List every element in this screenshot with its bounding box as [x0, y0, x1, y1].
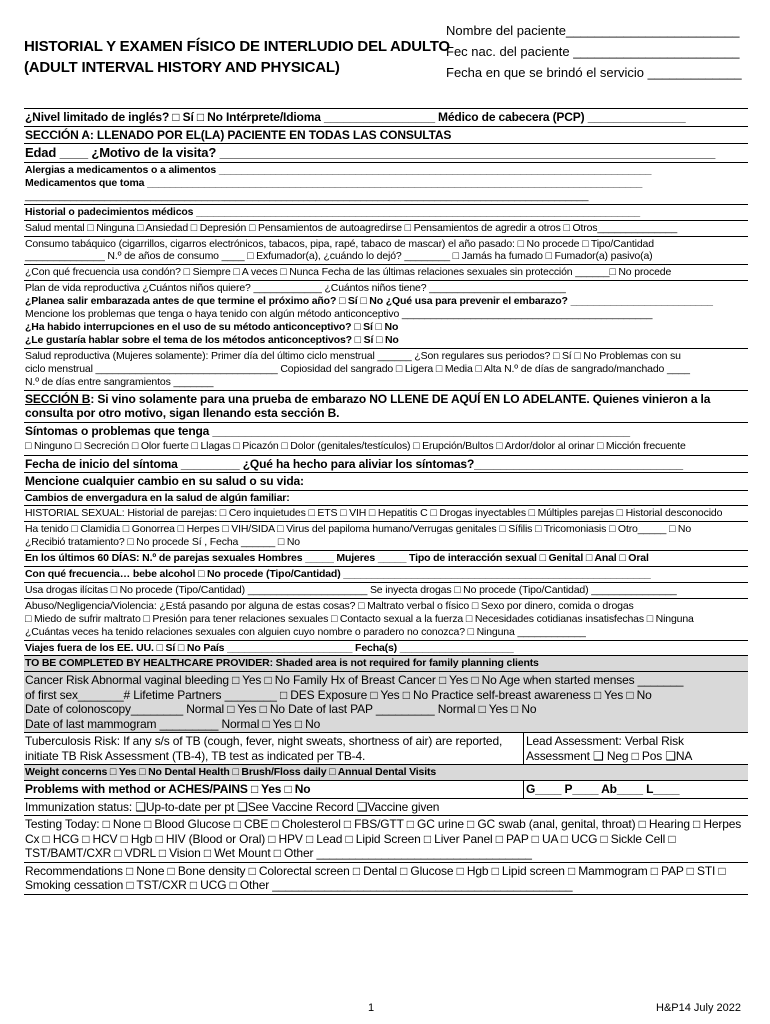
- health-changes-row[interactable]: Mencione cualquier cambio en su salud o su vida:: [24, 473, 748, 491]
- abuse-line-1: Abuso/Negligencia/Violencia: ¿Está pasando por alguna de estas cosas? □ Maltrato verbal o físico □ Sexo por dinero, comida o drogas: [25, 599, 634, 612]
- cancer-risk-line-2: of first sex_______# Lifetime Partners ________ □ DES Exposure □ Yes □ No Practice self-breast awareness □ Yes □ No: [25, 687, 652, 702]
- form-title: [24, 36, 450, 78]
- lead-assessment-cell[interactable]: Lead Assessment: Verbal Risk Assessment ❑ Neg □ Pos ❑NA: [526, 734, 693, 763]
- tobacco-line-2: ______________ N.º de años de consumo ____ □ Exfumador(a), ¿cuándo lo dejó? ________ □ Jamás ha fumado □ Fumador(a) pasivo(a): [25, 250, 653, 263]
- provider-section-header: TO BE COMPLETED BY HEALTHCARE PROVIDER: Shaded area is not required for family planning clients: [24, 656, 748, 672]
- age-reason-row[interactable]: Edad ____ ¿Motivo de la visita? ______________________________________________________________________: [24, 144, 748, 163]
- section-b-header: SECCIÓN B: Si vino solamente para una prueba de embarazo NO LLENE DE AQUÍ EN LO ADELANTE. Quienes vinieron a la consulta por otro motivo, sigan llenando esta sección B.: [24, 391, 748, 423]
- page-number: 1: [368, 1002, 375, 1014]
- tobacco-line-1: Consumo tabáquico (cigarrillos, cigarros electrónicos, tabacos, pipa, rapé, tabaco de mascar) el año pasado: □ No procede □ Tipo/Cantidad: [25, 237, 654, 250]
- symptoms-block[interactable]: [24, 423, 748, 456]
- allergies-line: Alergias a medicamentos o a alimentos ____________________________________________________________________________: [25, 164, 652, 176]
- reproductive-plan-line-2: ¿Planea salir embarazada antes de que termine el próximo año? □ Sí □ No ¿Qué usa para prevenir el embarazo? _________________________: [25, 295, 713, 308]
- reproductive-plan-line-4: ¿Ha habido interrupciones en el uso de su método anticonceptivo? □ Sí □ No: [25, 320, 399, 333]
- cancer-risk-line-4: Date of last mammogram _________ Normal □ Yes □ No: [25, 716, 321, 731]
- alcohol-row[interactable]: Con qué frecuencia… bebe alcohol □ No procede (Tipo/Cantidad) ______________________________________________________: [24, 567, 748, 583]
- cancer-risk-line-1: Cancer Risk Abnormal vaginal bleeding □ Yes □ No Family Hx of Breast Cancer □ Yes □ No Age when started menses _______: [25, 673, 684, 688]
- medications-extra-line: ___________________________________________________________________________________________________: [25, 189, 589, 202]
- condom-row[interactable]: ¿Con qué frecuencia usa condón? □ Siempre □ A veces □ Nunca Fecha de las últimas relaciones sexuales sin protección ______□ No procede: [24, 265, 748, 281]
- patient-name-field[interactable]: Nombre del paciente________________________: [446, 23, 740, 38]
- recommendations-row[interactable]: Recommendations □ None □ Bone density □ Colorectal screen □ Dental □ Glucose □ Hgb □ Lipid screen □ Mammogram □ PAP □ STI □ Smoking cessation □ TST/CXR □ UCG □ Other ______________________________________________: [24, 863, 748, 895]
- tb-lead-row: [24, 733, 748, 765]
- title-spanish: HISTORIAL Y EXAMEN FÍSICO DE INTERLUDIO DEL ADULTO: [24, 38, 450, 55]
- reproductive-plan-line-3: Mencione los problemas que tenga o haya tenido con algún método anticonceptivo ____________________________________________: [25, 308, 653, 321]
- testing-today-row[interactable]: Testing Today: □ None □ Blood Glucose □ CBE □ Cholesterol □ FBS/GTT □ GC urine □ GC swab (anal, genital, throat) □ Hearing □ Herpes Cx □ HCG □ HCV □ Hgb □ HIV (Blood or Oral) □ HPV □ Lead □ Lipid Screen □ Liver Panel □ PAP □ UA □ UCG □ Sickle Cell □ TST/BAMT/CXR □ VDRL □ Vision □ Wet Mount □ Other _________________________________: [24, 816, 748, 863]
- symptoms-options: □ Ninguno □ Secreción □ Olor fuerte □ Llagas □ Picazón □ Dolor (genitales/testículos) □ Erupción/Bultos □ Ardor/dolor al orinar □ Micción frecuente: [25, 440, 686, 452]
- family-health-changes-row[interactable]: Cambios de envergadura en la salud de algún familiar:: [24, 491, 748, 507]
- reproductive-health-line-2: ciclo menstrual ________________________________ Copiosidad del sangrado □ Ligera □ Media □ Alta N.º de días de sangrado/manchado ____: [25, 362, 690, 375]
- std-history-block[interactable]: [24, 522, 748, 551]
- reproductive-plan-line-1: Plan de vida reproductiva ¿Cuántos niños quiere? ____________ ¿Cuántos niños tiene? ________________________: [25, 282, 566, 295]
- medical-history-row[interactable]: Historial o padecimientos médicos ______________________________________________________________________________: [24, 205, 748, 221]
- gpal-cell[interactable]: G____ P____ Ab____ L____: [526, 782, 680, 797]
- allergies-meds-block[interactable]: [24, 163, 748, 205]
- section-b-label: SECCIÓN B: [25, 391, 91, 406]
- cancer-risk-block[interactable]: [24, 672, 748, 733]
- title-english: (ADULT INTERVAL HISTORY AND PHYSICAL): [24, 59, 340, 76]
- abuse-line-3: ¿Cuántas veces ha tenido relaciones sexuales con alguien cuyo nombre o paradero no conozca? □ Ninguna ____________: [25, 625, 586, 638]
- cancer-risk-line-3: Date of colonoscopy________ Normal □ Yes □ No Date of last PAP _________ Normal □ Yes □ No: [25, 702, 537, 717]
- abuse-line-2: □ Miedo de sufrir maltrato □ Presión para tener relaciones sexuales □ Contacto sexual a la fuerza □ Necesidades cotidianas insatisfechas □ Ninguna: [25, 612, 694, 625]
- mental-health-row[interactable]: Salud mental □ Ninguna □ Ansiedad □ Depresión □ Pensamientos de autoagredirse □ Pensamientos de agredir a otros □ Otros______________: [24, 221, 748, 237]
- partners-60-days-row[interactable]: En los últimos 60 DÍAS: N.º de parejas sexuales Hombres _____ Mujeres _____ Tipo de interacción sexual □ Genital □ Anal □ Oral: [24, 551, 748, 567]
- weight-dental-row[interactable]: Weight concerns □ Yes □ No Dental Health □ Brush/Floss daily □ Annual Dental Visits: [24, 765, 748, 781]
- drugs-row[interactable]: Usa drogas ilícitas □ No procede (Tipo/Cantidad) _____________________ Se inyecta drogas □ No procede (Tipo/Cantidad) _______________: [24, 583, 748, 599]
- medications-line: Medicamentos que toma _______________________________________________________________________________________: [25, 176, 643, 189]
- reproductive-health-line-3: N.º de días entre sangramientos _______: [25, 375, 214, 388]
- travel-row[interactable]: Viajes fuera de los EE. UU. □ Sí □ No País ______________________ Fecha(s) ____________________: [24, 641, 748, 657]
- form-code: H&P14 July 2022: [656, 1002, 741, 1014]
- std-history-line: Ha tenido □ Clamidia □ Gonorrea □ Herpes □ VIH/SIDA □ Virus del papiloma humano/Verrugas genitales □ Sífilis □ Tricomoniasis □ Otro_____ □ No: [25, 523, 692, 536]
- tobacco-block[interactable]: [24, 237, 748, 266]
- section-a-header: SECCIÓN A: LLENADO POR EL(LA) PACIENTE EN TODAS LAS CONSULTAS: [24, 127, 748, 145]
- treatment-line: ¿Recibió tratamiento? □ No procede Sí , Fecha ______ □ No: [25, 536, 300, 549]
- abuse-block[interactable]: [24, 599, 748, 641]
- reproductive-health-line-1: Salud reproductiva (Mujeres solamente): Primer día del último ciclo menstrual ______ ¿Son regulares sus periodos? □ Sí □ No Problemas con su: [25, 349, 681, 362]
- patient-dob-field[interactable]: Fec nac. del paciente _______________________: [446, 44, 740, 59]
- form-body: [24, 108, 748, 895]
- language-row[interactable]: ¿Nivel limitado de inglés? □ Sí □ No Intérprete/Idioma _________________ Médico de cabecera (PCP) _______________: [24, 108, 748, 127]
- sexual-history-row[interactable]: HISTORIAL SEXUAL: Historial de parejas: □ Cero inquietudes □ ETS □ VIH □ Hepatitis C □ Drogas inyectables □ Múltiples parejas □ Historial desconocido: [24, 506, 748, 522]
- reproductive-plan-block[interactable]: [24, 281, 748, 349]
- aches-gpal-row: [24, 781, 748, 799]
- aches-pains-cell[interactable]: Problems with method or ACHES/PAINS □ Yes □ No: [24, 781, 524, 798]
- symptom-onset-row[interactable]: Fecha de inicio del síntoma _________ ¿Qué ha hecho para aliviar los síntomas?________________________________: [24, 456, 748, 474]
- tb-risk-cell[interactable]: Tuberculosis Risk: If any s/s of TB (cough, fever, night sweats, shortness of air) are reported, initiate TB Risk Assessment (TB-4), TB test as indicated per TB-4.: [24, 733, 524, 764]
- patient-info: [446, 20, 742, 83]
- reproductive-health-block[interactable]: [24, 349, 748, 391]
- service-date-field[interactable]: Fecha en que se brindó el servicio _____________: [446, 65, 742, 80]
- reproductive-plan-line-5: ¿Le gustaría hablar sobre el tema de los métodos anticonceptivos? □ Sí □ No: [25, 333, 399, 346]
- immunization-row[interactable]: Immunization status: ❑Up-to-date per pt ❑See Vaccine Record ❑Vaccine given: [24, 799, 748, 817]
- symptoms-line: Síntomas o problemas que tenga ________________________________________________________________: [25, 423, 630, 438]
